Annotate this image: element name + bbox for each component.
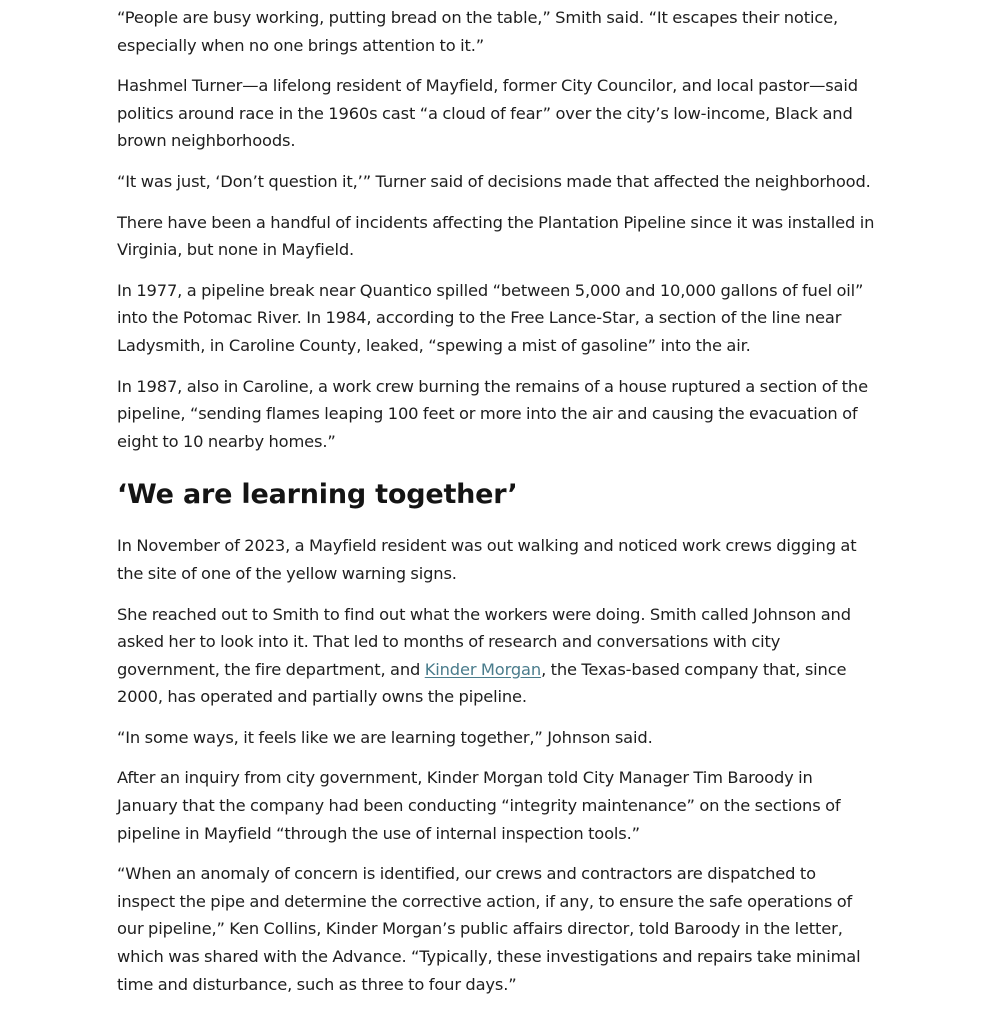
paragraph-smith-quote: “People are busy working, putting bread on the table,” Smith said. “It escapes their notice, especially when no one brings attention to it.” xyxy=(117,8,839,55)
paragraph-research-text-after: , the Texas-based company that, since 2000, has operated and partially owns the pipeline. xyxy=(117,659,847,707)
paragraph-research xyxy=(117,601,877,711)
kinder-morgan-link[interactable]: Kinder Morgan xyxy=(424,659,542,679)
section-heading: ‘We are learning together’ xyxy=(117,479,518,511)
paragraph-research-text-before: She reached out to Smith to find out what the workers were doing. Smith called Johnson and asked her to look into it. That led to months of research and conversations with city government, the fire department, and xyxy=(117,604,851,679)
paragraph-turner-quote: “It was just, ‘Don’t question it,’” Turner said of decisions made that affected the neighborhood. xyxy=(117,171,871,191)
paragraph-johnson-quote: “In some ways, it feels like we are learning together,” Johnson said. xyxy=(117,727,653,747)
paragraph-turner-intro: Hashmel Turner—a lifelong resident of Mayfield, former City Councilor, and local pastor—said politics around race in the 1960s cast “a cloud of fear” over the city’s low-income, Black and brown neighborhoods. xyxy=(117,76,858,151)
paragraph-collins-quote: “When an anomaly of concern is identified, our crews and contractors are dispatched to inspect the pipe and determine the corrective action, if any, to ensure the safe operations of our pipeline,” Ken Collins, Kinder Morgan’s public affairs director, told Baroody in the letter, which was shared with the Advance. “Typically, these investigations and repairs take minimal time and disturbance, such as three to four days.” xyxy=(117,864,861,994)
paragraph-pipeline-incidents: There have been a handful of incidents affecting the Plantation Pipeline since it was installed in Virginia, but none in Mayfield. xyxy=(117,212,875,260)
paragraph-1977-break: In 1977, a pipeline break near Quantico spilled “between 5,000 and 10,000 gallons of fuel oil” into the Potomac River. In 1984, according to the Free Lance-Star, a section of the line near Ladysmith, in Caroline County, leaked, “spewing a mist of gasoline” into the air. xyxy=(117,280,864,355)
paragraph-inquiry: After an inquiry from city government, Kinder Morgan told City Manager Tim Baroody in January that the company had been conducting “integrity maintenance” on the sections of pipeline in Mayfield “through the use of internal inspection tools.” xyxy=(117,768,841,843)
article-body xyxy=(117,4,877,1011)
paragraph-1987-rupture: In 1987, also in Caroline, a work crew burning the remains of a house ruptured a section of the pipeline, “sending flames leaping 100 feet or more into the air and causing the evacuation of eight to 10 nearby homes.” xyxy=(117,376,868,451)
paragraph-november-2023: In November of 2023, a Mayfield resident was out walking and noticed work crews digging at the site of one of the yellow warning signs. xyxy=(117,536,857,583)
